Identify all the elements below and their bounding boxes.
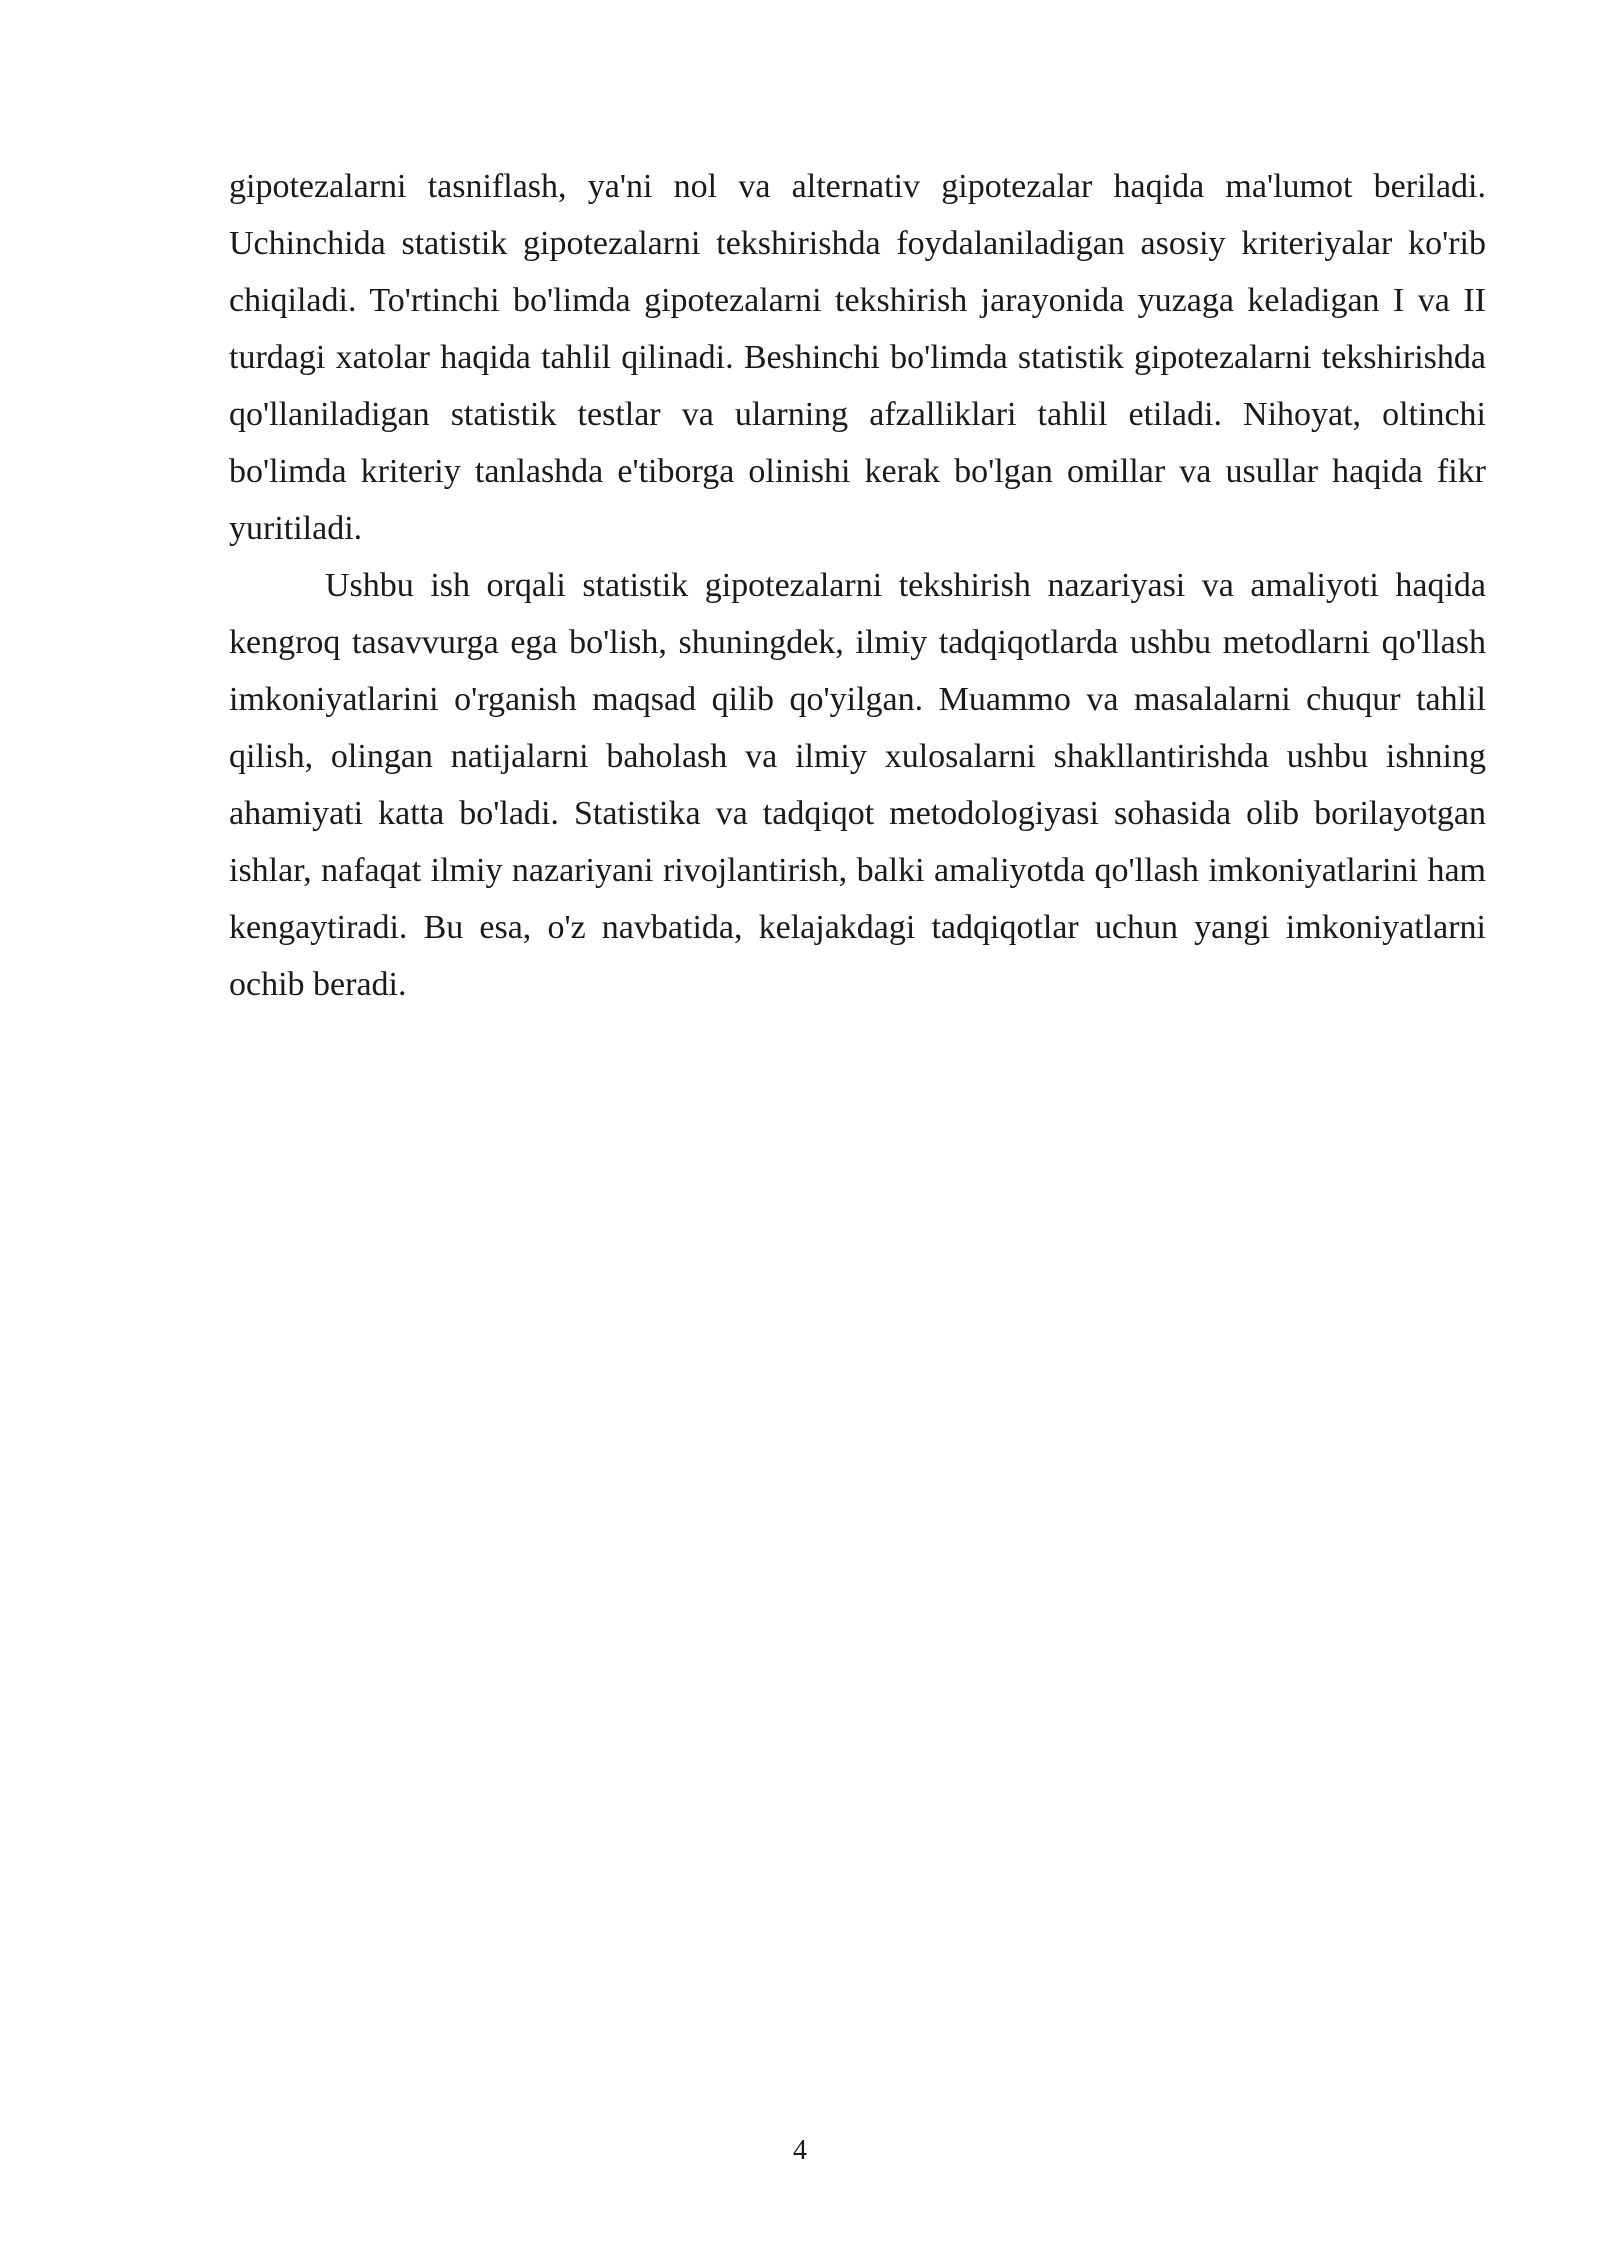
paragraph-continuation: gipotezalarni tasniflash, ya'ni nol va alternativ gipotezalar haqida ma'lumot beriladi. Uchinchida statistik gipotezalarni tekshirishda foydalaniladigan asosiy kriteriyalar ko'rib chiqiladi. To'rtinchi bo'limda gipotezalarni tekshirish jarayonida yuzaga keladigan I va II turdagi xatolar haqida tahlil qilinadi. Beshinchi bo'limda statistik gipotezalarni tekshirishda qo'llaniladigan statistik testlar va ularning afzalliklari tahlil etiladi. Nihoyat, oltinchi bo'limda kriteriy tanlashda e'tiborga olinishi kerak bo'lgan omillar va usullar haqida fikr yuritiladi. <box>229 168 1486 547</box>
body-text <box>229 158 1486 1013</box>
page-number: 4 <box>793 2135 807 2166</box>
paragraph-purpose: Ushbu ish orqali statistik gipotezalarni tekshirish nazariyasi va amaliyoti haqida kengroq tasavvurga ega bo'lish, shuningdek, ilmiy tadqiqotlarda ushbu metodlarni qo'llash imkoniyatlarini o'rganish maqsad qilib qo'yilgan. Muammo va masalalarni chuqur tahlil qilish, olingan natijalarni baholash va ilmiy xulosalarni shakllantirishda ushbu ishning ahamiyati katta bo'ladi. Statistika va tadqiqot metodologiyasi sohasida olib borilayotgan ishlar, nafaqat ilmiy nazariyani rivojlantirish, balki amaliyotda qo'llash imkoniyatlarini ham kengaytiradi. Bu esa, o'z navbatida, kelajakdagi tadqiqotlar uchun yangi imkoniyatlarni ochib beradi. <box>229 567 1486 1003</box>
